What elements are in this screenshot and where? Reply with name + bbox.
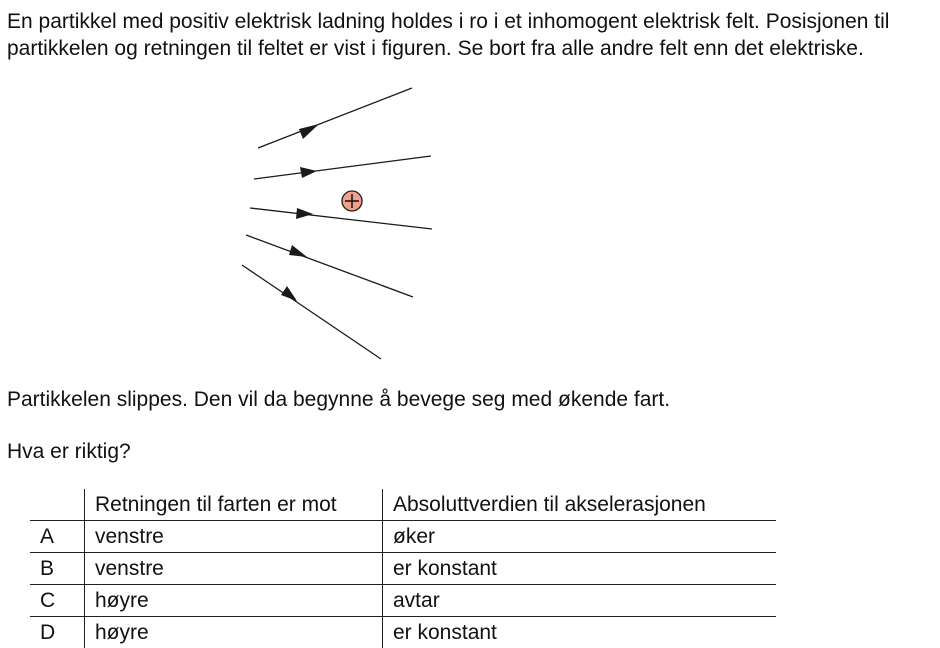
table-row[interactable]: [30, 521, 776, 553]
option-acceleration: er konstant: [383, 553, 777, 585]
option-acceleration: avtar: [383, 585, 777, 617]
table-row[interactable]: [30, 585, 776, 617]
option-letter: A: [30, 521, 85, 553]
arrow-head-4: [289, 245, 307, 257]
intro-line-2: partikkelen og retningen til feltet er vist i figuren. Se bort fra alle andre felt enn det elektriske.: [7, 35, 937, 62]
question-prompt: Hva er riktig?: [7, 438, 131, 465]
option-direction: venstre: [85, 521, 383, 553]
option-direction: venstre: [85, 553, 383, 585]
header-letter: [30, 489, 85, 521]
option-letter: C: [30, 585, 85, 617]
arrow-head-3: [296, 208, 313, 219]
option-acceleration: er konstant: [383, 617, 777, 648]
option-letter: D: [30, 617, 85, 648]
charged-particle: [342, 191, 362, 211]
option-direction: høyre: [85, 585, 383, 617]
header-acceleration: Absoluttverdien til akselerasjonen: [383, 489, 777, 521]
table-row[interactable]: [30, 553, 776, 585]
answer-table: [30, 489, 776, 648]
arrow-head-5: [281, 286, 297, 301]
question-statement: Partikkelen slippes. Den vil da begynne å bevege seg med økende fart.: [7, 386, 670, 413]
field-line-5: [242, 265, 381, 359]
arrow-head-2: [300, 167, 317, 178]
option-letter: B: [30, 553, 85, 585]
option-acceleration: øker: [383, 521, 777, 553]
option-direction: høyre: [85, 617, 383, 648]
field-line-2: [254, 156, 431, 179]
table-header-row: [30, 489, 776, 521]
field-line-3: [250, 208, 432, 229]
field-line-1: [258, 88, 412, 148]
table-row[interactable]: [30, 617, 776, 648]
header-direction: Retningen til farten er mot: [85, 489, 383, 521]
intro-line-1: En partikkel med positiv elektrisk ladning holdes i ro i et inhomogent elektrisk felt. Posisjonen til: [7, 8, 937, 35]
field-line-4: [246, 235, 413, 297]
arrow-head-1: [299, 124, 319, 139]
